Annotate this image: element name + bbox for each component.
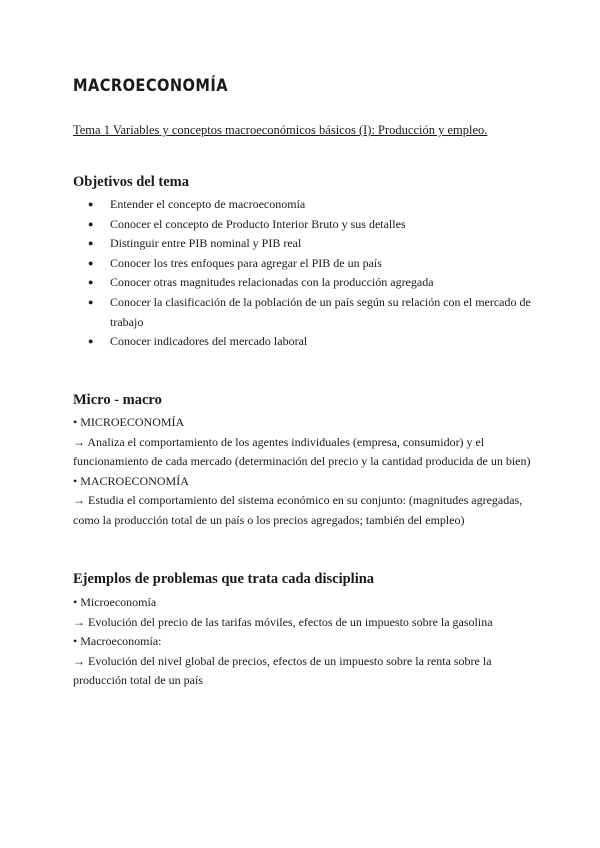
objective-item: ● Distinguir entre PIB nominal y PIB real	[73, 234, 533, 254]
bullet-icon: ●	[88, 257, 94, 268]
micro-label: • MICROECONOMÍA	[73, 415, 185, 429]
bullet-icon: ●	[88, 218, 94, 229]
objective-item: ● Conocer la clasificación de la población de un país según su relación con el mercado de trabajo	[88, 294, 531, 329]
micro-example-label: • Microeconomía	[73, 595, 157, 609]
macro-description: → Estudia el comportamiento del sistema económico en su conjunto: (magnitudes agregadas, como la producción total de un país o los precios agregados; también del empleo)	[73, 493, 523, 527]
micro-macro-section	[73, 413, 533, 531]
bullet-icon: ●	[88, 277, 94, 288]
micro-macro-heading: Micro - macro	[73, 392, 162, 408]
bullet-icon: ●	[88, 238, 94, 249]
macro-label: • MACROECONOMÍA	[73, 473, 189, 488]
topic-subtitle: Tema 1 Variables y conceptos macroeconómicos básicos (I): Producción y empleo.	[73, 123, 488, 137]
macro-example-label: • Macroeconomía:	[73, 634, 162, 649]
micro-description: → Analiza el comportamiento de los agentes individuales (empresa, consumidor) y el funcionamiento de cada mercado (determinación del precio y la cantidad producida de un bien)	[73, 434, 531, 469]
bullet-icon: ●	[88, 296, 94, 307]
objectives-heading: Objetivos del tema	[73, 174, 189, 190]
examples-section	[73, 593, 533, 691]
objectives-list	[73, 195, 533, 352]
micro-example-text: → Evolución del precio de las tarifas móviles, efectos de un impuesto sobre la gasolina	[73, 614, 493, 629]
macro-example-text: → Evolución del nivel global de precios, efectos de un impuesto sobre la renta sobre la producción total de un país	[73, 653, 492, 688]
objective-item: ● Conocer indicadores del mercado laboral	[73, 332, 533, 352]
objective-item: ● Entender el concepto de macroeconomía	[73, 195, 533, 215]
objective-item: ● Conocer los tres enfoques para agregar el PIB de un país	[73, 254, 533, 274]
examples-heading: Ejemplos de problemas que trata cada disciplina	[73, 571, 375, 587]
objective-item: ● Conocer otras magnitudes relacionadas con la producción agregada	[73, 273, 533, 293]
objective-item: ● Conocer el concepto de Producto Interior Bruto y sus detalles	[73, 215, 533, 235]
bullet-icon: ●	[88, 336, 94, 347]
document-title: MACROECONOMÍA	[73, 76, 228, 96]
bullet-icon: ●	[88, 199, 94, 209]
